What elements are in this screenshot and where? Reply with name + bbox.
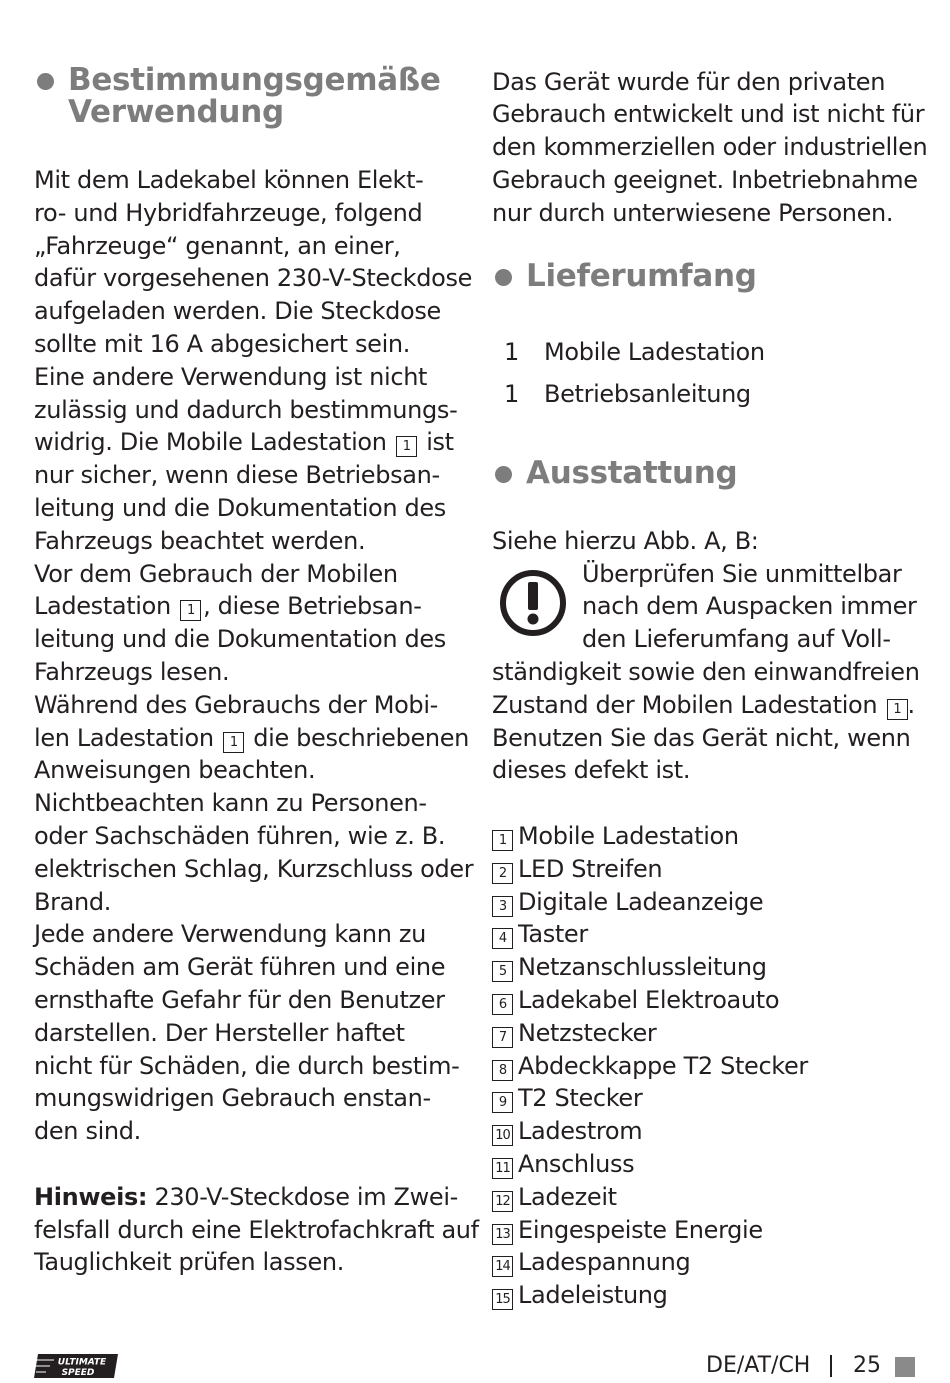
text-line: Jede andere Verwendung kann zu [34, 920, 426, 948]
part-name: Abdeckkappe T2 Stecker [518, 1052, 808, 1080]
parts-list-item [492, 1181, 617, 1214]
part-number-badge: 4 [492, 928, 513, 949]
title-text: Lieferumfang [526, 258, 757, 294]
text-fragment: Ladestation [34, 592, 171, 620]
part-name: Ladespannung [518, 1248, 691, 1276]
text-line: Fahrzeugs lesen. [34, 658, 230, 686]
text-line: Überprüfen Sie unmittelbar [582, 560, 902, 588]
text-line: elektrischen Schlag, Kurzschluss oder [34, 855, 474, 883]
text-line: den sind. [34, 1117, 141, 1145]
text-line: Gebrauch entwickelt und ist nicht für [492, 100, 925, 128]
text-line: Mit dem Ladekabel können Elekt- [34, 166, 424, 194]
text-line: ernsthafte Gefahr für den Benutzer [34, 986, 445, 1014]
text-line [34, 1181, 458, 1214]
text-line: ro- und Hybridfahrzeuge, folgend [34, 199, 423, 227]
ref-badge: 1 [223, 732, 244, 753]
text-fragment: die beschriebenen [253, 724, 470, 752]
text-line: Benutzen Sie das Gerät nicht, wenn [492, 724, 911, 752]
part-name: Digitale Ladeanzeige [518, 888, 764, 916]
part-number-badge: 15 [492, 1289, 513, 1310]
text-line: Gebrauch geeignet. Inbetriebnahme [492, 166, 918, 194]
bullet-icon [495, 466, 512, 483]
text-line: dafür vorgesehenen 230-V-Steckdose [34, 264, 473, 292]
text-fragment: , diese Betriebsan- [203, 592, 422, 620]
text-line: nach dem Auspacken immer [582, 592, 917, 620]
text-line: darstellen. Der Hersteller haftet [34, 1019, 405, 1047]
text-line: zulässig und dadurch bestimmungs- [34, 396, 458, 424]
text-line: nur durch unterwiesene Personen. [492, 199, 894, 227]
text-line [34, 722, 469, 755]
part-number-badge: 7 [492, 1027, 513, 1048]
delivery-name: Mobile Ladestation [544, 338, 765, 366]
page-number: 25 [853, 1353, 881, 1378]
delivery-qty: 1 [504, 338, 519, 366]
footer-region-label: DE/AT/CH [706, 1353, 811, 1378]
part-name: Netzstecker [518, 1019, 657, 1047]
text-line: oder Sachschäden führen, wie z. B. [34, 822, 446, 850]
part-name: Ladekabel Elektroauto [518, 986, 780, 1014]
text-line: Das Gerät wurde für den privaten [492, 68, 886, 96]
delivery-qty: 1 [504, 380, 519, 408]
note-label: Hinweis: [34, 1183, 148, 1211]
bullet-icon [495, 269, 512, 286]
part-name: LED Streifen [518, 855, 663, 883]
delivery-item [504, 378, 751, 411]
part-number-badge: 11 [492, 1158, 513, 1179]
parts-list-item [492, 984, 779, 1017]
delivery-item [504, 336, 765, 369]
text-line: Tauglichkeit prüfen lassen. [34, 1248, 345, 1276]
parts-list-item [492, 1279, 668, 1312]
text-line: mungswidrigen Gebrauch enstan- [34, 1084, 431, 1112]
parts-list-item [492, 853, 662, 886]
parts-list-item [492, 1214, 763, 1247]
text-line: leitung und die Dokumentation des [34, 494, 446, 522]
part-number-badge: 2 [492, 863, 513, 884]
ultimate-speed-logo [34, 1352, 118, 1380]
text-line: Vor dem Gebrauch der Mobilen [34, 560, 398, 588]
text-fragment: Zustand der Mobilen Ladestation [492, 691, 878, 719]
text-fragment: . [907, 691, 915, 719]
text-line: ständigkeit sowie den einwandfreien [492, 658, 920, 686]
parts-list-item [492, 886, 763, 919]
text-fragment: widrig. Die Mobile Ladestation [34, 428, 387, 456]
text-line: Während des Gebrauchs der Mobi- [34, 691, 438, 719]
part-name: Netzanschlussleitung [518, 953, 767, 981]
parts-list-item [492, 820, 739, 853]
text-line: den Lieferumfang auf Voll- [582, 625, 891, 653]
part-name: Taster [518, 920, 588, 948]
ref-badge: 1 [180, 600, 201, 621]
parts-list-item [492, 1115, 642, 1148]
parts-list-item [492, 918, 588, 951]
part-number-badge: 5 [492, 961, 513, 982]
parts-list-item [492, 1050, 808, 1083]
text-line: Schäden am Gerät führen und eine [34, 953, 446, 981]
part-number-badge: 3 [492, 896, 513, 917]
part-number-badge: 10 [492, 1125, 513, 1146]
text-line: felsfall durch eine Elektrofachkraft auf [34, 1216, 479, 1244]
parts-list-item [492, 1246, 690, 1279]
ref-badge: 1 [396, 436, 417, 457]
text-line [34, 426, 454, 459]
part-number-badge: 9 [492, 1092, 513, 1113]
text-line [34, 590, 422, 623]
text-line: Eine andere Verwendung ist nicht [34, 363, 428, 391]
part-number-badge: 13 [492, 1224, 513, 1245]
page-marker-block [895, 1357, 915, 1377]
part-number-badge: 8 [492, 1060, 513, 1081]
delivery-name: Betriebsanleitung [544, 380, 751, 408]
ref-badge: 1 [887, 699, 908, 720]
part-name: Anschluss [518, 1150, 635, 1178]
logo-text-top: ULTIMATE [57, 1357, 107, 1368]
part-number-badge: 14 [492, 1256, 513, 1277]
text-line [492, 689, 915, 722]
title-text: Ausstattung [526, 455, 738, 491]
part-number-badge: 6 [492, 994, 513, 1015]
text-fragment: ist [426, 428, 454, 456]
text-line: den kommerziellen oder industriellen [492, 133, 928, 161]
text-fragment: 230-V-Steckdose im Zwei- [147, 1183, 458, 1211]
title-line-2: Verwendung [68, 94, 284, 130]
logo-text-bottom: SPEED [61, 1368, 95, 1378]
text-line: Brand. [34, 888, 112, 916]
warning-exclamation-icon [498, 568, 568, 638]
text-line: Nichtbeachten kann zu Personen- [34, 789, 427, 817]
text-line: Anweisungen beachten. [34, 756, 316, 784]
text-fragment: len Ladestation [34, 724, 214, 752]
part-name: T2 Stecker [518, 1084, 643, 1112]
parts-list-item [492, 951, 767, 984]
text-line: leitung und die Dokumentation des [34, 625, 446, 653]
part-name: Mobile Ladestation [518, 822, 739, 850]
part-number-badge: 1 [492, 830, 513, 851]
part-name: Ladestrom [518, 1117, 643, 1145]
text-line: „Fahrzeuge“ genannt, an einer, [34, 232, 401, 260]
part-name: Ladeleistung [518, 1281, 668, 1309]
parts-list-item [492, 1082, 642, 1115]
part-number-badge: 12 [492, 1191, 513, 1212]
text-line: nur sicher, wenn diese Betriebsan- [34, 461, 440, 489]
parts-list-item [492, 1148, 634, 1181]
part-name: Ladezeit [518, 1183, 617, 1211]
part-name: Eingespeiste Energie [518, 1216, 763, 1244]
text-line: nicht für Schäden, die durch bestim- [34, 1052, 460, 1080]
bullet-icon [37, 73, 54, 90]
text-line: sollte mit 16 A abgesichert sein. [34, 330, 411, 358]
see-figure-text: Siehe hierzu Abb. A, B: [492, 527, 759, 555]
text-line: aufgeladen werden. Die Steckdose [34, 297, 441, 325]
title-line-1: Bestimmungsgemäße [68, 62, 441, 98]
text-line: dieses defekt ist. [492, 756, 691, 784]
text-line: Fahrzeugs beachtet werden. [34, 527, 366, 555]
parts-list-item [492, 1017, 656, 1050]
footer-divider [830, 1355, 832, 1377]
